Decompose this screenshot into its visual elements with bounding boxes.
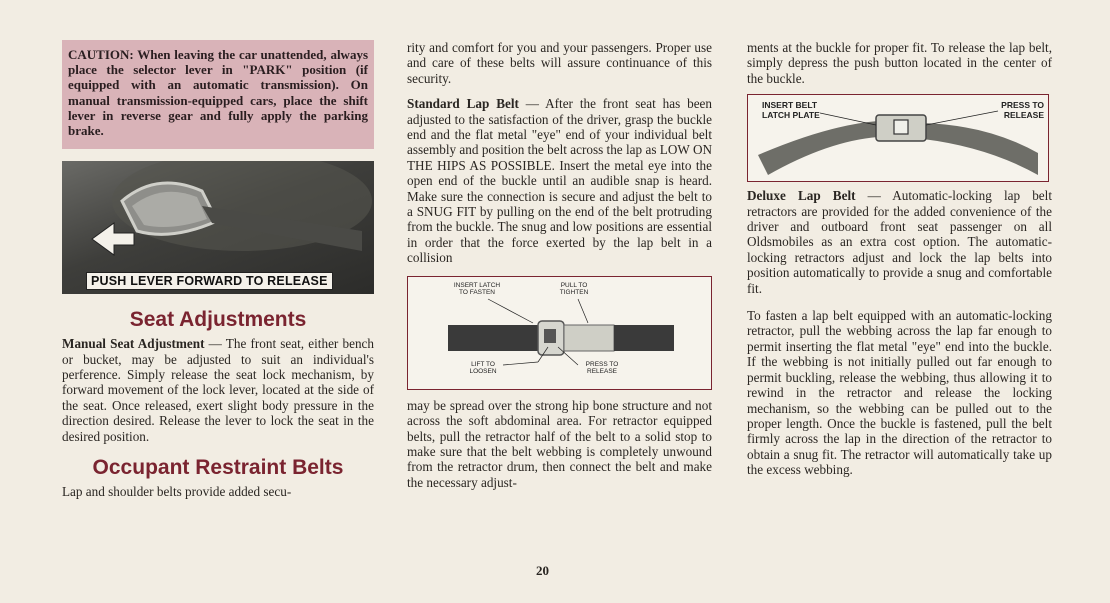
deluxe-lap-belt-text: — Automatic-locking lap belt retractors are provided for the added convenience of the driver and outboard front seat passenger on all Oldsmobiles as an extra cost option. The automatic-locking retractors adjust and lock the lap belts into position automatically to provide a snug and comfortable fit. <box>747 188 1052 296</box>
standard-lap-belt-runin: Standard Lap Belt <box>407 96 519 112</box>
lift-loosen-label: LIFT TO LOOSEN <box>469 360 497 375</box>
seat-adjustments-heading: Seat Adjustments <box>129 308 307 332</box>
column-left <box>62 40 374 499</box>
collision-continued: may be spread over the strong hip bone structure and not across the soft abdominal area. For retractor equipped belts, pull the retractor half of the belt to a solid stop to make sure that the belt webbing is completely unwound from the retractor drum, then connect the belt and make the necessary adjust- <box>407 397 712 490</box>
standard-lap-belt-paragraph <box>407 96 712 265</box>
occupant-intro: Lap and shoulder belts provide added secu- <box>62 484 292 500</box>
caution-box: CAUTION: When leaving the car unattended, always place the selector lever in "PARK" position (if equipped with an automatic transmission). On manual transmission-equipped cars, place the shift lever in reverse gear and fully apply the parking brake. <box>62 40 374 149</box>
page-number: 20 <box>536 563 549 578</box>
release-instructions: ments at the buckle for proper fit. To release the lap belt, simply depress the push button located in the center of the buckle. <box>747 40 1052 86</box>
standard-lap-belt-text: — After the front seat has been adjusted to the satisfaction of the driver, grasp the buckle end and the flat metal "eye" end of your individual belt assembly and position the belt across the lap as LOW ON THE HIPS AS POSSIBLE. Insert the metal eye into the open end of the buckle until an audible snap is heard. Make sure the connection is secure and adjust the belt to a SNUG FIT by pulling on the end of the belt protruding from the buckle. The snug and low positions are essential in order that the force exerted by the lap belt in a collision <box>407 96 712 266</box>
column-right <box>747 40 1052 478</box>
insert-latch-label: INSERT LATCH TO FASTEN <box>453 281 501 296</box>
seat-lever-photo <box>62 161 374 294</box>
deluxe-lap-belt-runin: Deluxe Lap Belt <box>747 188 856 204</box>
manual-seat-runin: Manual Seat Adjustment <box>62 336 205 352</box>
press-release-label-2: PRESS TO RELEASE <box>1001 100 1044 120</box>
insert-belt-label: INSERT BELT LATCH PLATE <box>762 100 820 120</box>
manual-seat-text: — The front seat, either bench or bucket, may be adjusted to suit an individual's perference. Simply release the seat lock mechanism, by forward movement of the lock lever, located at the side of the seat. Once released, exert slight body pressure in the direction desired. Release the lever to lock the seat in the desired position. <box>62 336 374 444</box>
latch-plate-diagram <box>747 94 1049 182</box>
deluxe-lap-belt-paragraph <box>747 188 1052 296</box>
photo-caption: PUSH LEVER FORWARD TO RELEASE <box>86 272 333 290</box>
press-release-label: PRESS TO RELEASE <box>585 360 619 375</box>
lap-belt-buckle-diagram <box>407 276 712 390</box>
security-continued: rity and comfort for you and your passengers. Proper use and care of these belts will assure continuance of this security. <box>407 40 712 86</box>
occupant-restraint-heading: Occupant Restraint Belts <box>92 456 344 480</box>
fasten-instructions: To fasten a lap belt equipped with an automatic-locking retractor, pull the webbing across the lap far enough to permit inserting the flat metal "eye" end into the buckle. If the webbing is not initially pulled out far enough to permit buckling, release the webbing, thus allowing it to rewind in the retractor and release the locking mechanism, so the webbing can be pulled out to the proper length. Once the buckle is fastened, pull the belt firmly across the lap in the direction of the retractor to obtain a snug fit. The retractor will automatically take up the excess webbing. <box>747 308 1052 478</box>
column-middle <box>407 40 712 490</box>
pull-tighten-label: PULL TO TIGHTEN <box>559 281 589 296</box>
manual-seat-paragraph <box>62 336 374 444</box>
